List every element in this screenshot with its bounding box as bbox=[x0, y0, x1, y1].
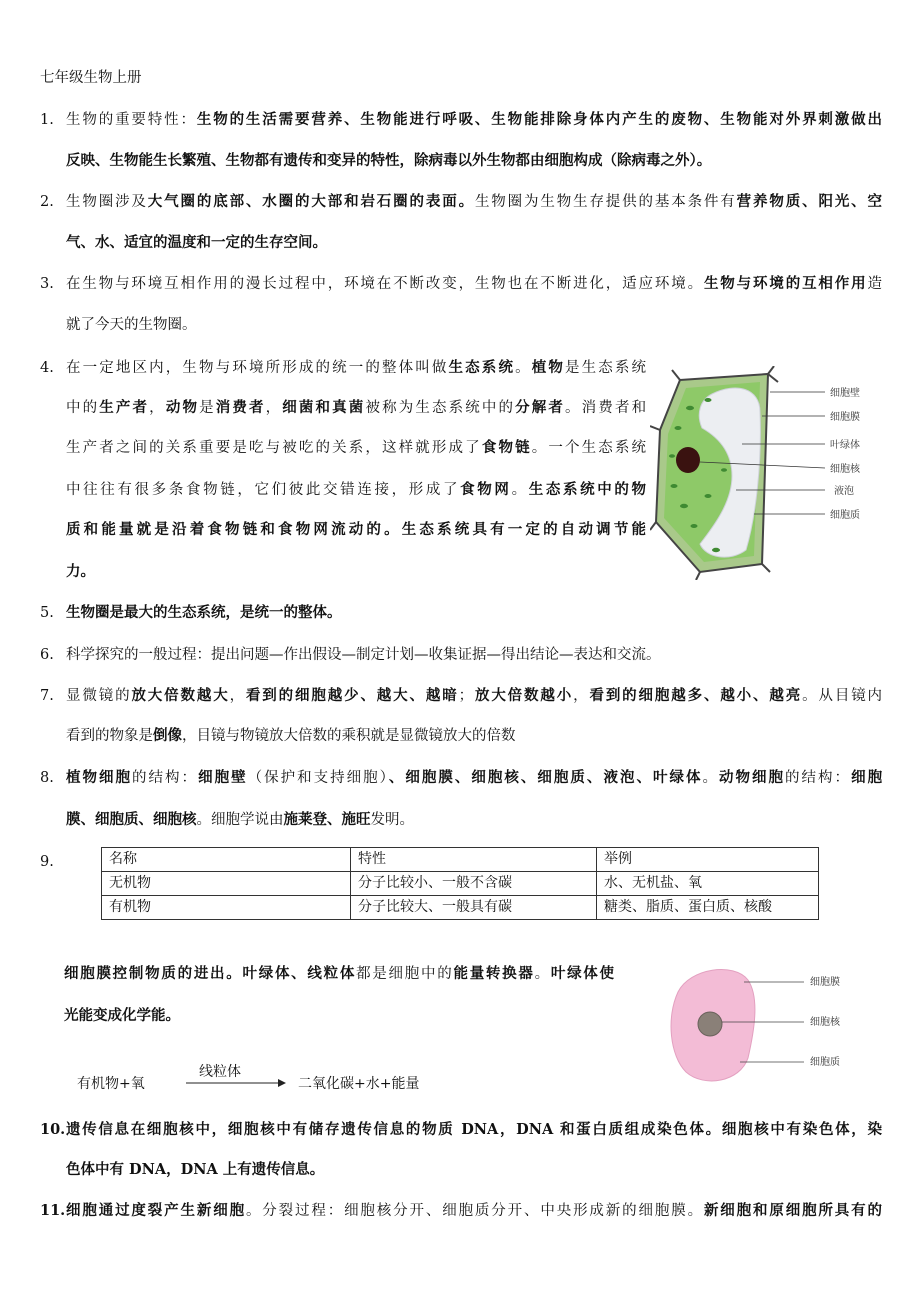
text-line bbox=[66, 358, 646, 378]
text-line bbox=[64, 964, 614, 984]
bold-text: 看到的细胞越少、越大、越暗 bbox=[245, 687, 459, 704]
text-line bbox=[66, 603, 342, 623]
item-number: 1. bbox=[40, 112, 54, 128]
text-line bbox=[66, 192, 882, 212]
bold-text: 消费者 bbox=[215, 399, 266, 416]
text-line bbox=[66, 480, 646, 500]
table-row bbox=[102, 872, 819, 896]
text-line bbox=[66, 520, 646, 540]
plant-label-chloroplast: 叶绿体 bbox=[830, 440, 860, 451]
table-header: 名称 bbox=[102, 848, 351, 872]
bold-text: 生态系统 bbox=[448, 359, 516, 376]
bold-text: 遗传信息在细胞核中，细胞核中有储存遗传信息的物质 DNA，DNA 和蛋白质组成染色体。细胞核中有染色体，染 bbox=[66, 1121, 882, 1138]
table-header-row bbox=[102, 848, 819, 872]
text-segment: 。细胞学说由 bbox=[196, 812, 284, 828]
text-segment: ， bbox=[573, 688, 590, 704]
organic-inorganic-table bbox=[101, 847, 819, 920]
item-number: 6. bbox=[40, 647, 54, 663]
text-line bbox=[66, 1120, 882, 1140]
table-cell: 有机物 bbox=[102, 896, 351, 920]
bold-text: 细菌和真菌 bbox=[282, 399, 366, 416]
text-line bbox=[66, 726, 516, 746]
bold-text: 新细胞和原细胞所具有的 bbox=[703, 1202, 883, 1219]
text-segment: 生物的重要特性： bbox=[66, 112, 197, 128]
animal-label-membrane: 细胞膜 bbox=[810, 977, 840, 988]
bold-text: 细胞 bbox=[851, 769, 883, 786]
text-segment: 是生态系统 bbox=[564, 360, 647, 376]
equation-right: 二氧化碳+水+能量 bbox=[298, 1076, 420, 1092]
bold-text: 生物与环境的互相作用 bbox=[703, 275, 868, 292]
text-line bbox=[66, 151, 711, 171]
plant-label-cell-membrane: 细胞膜 bbox=[830, 412, 860, 423]
bold-text: 倒像 bbox=[153, 727, 182, 744]
text-segment: 。分裂过程：细胞核分开、细胞质分开、中央形成新的细胞膜。 bbox=[245, 1203, 704, 1219]
bold-text: 细胞通过度裂产生新细胞 bbox=[66, 1202, 246, 1219]
table-header: 举例 bbox=[597, 848, 819, 872]
animal-label-nucleus: 细胞核 bbox=[810, 1017, 840, 1028]
bold-text: 生产者 bbox=[99, 399, 150, 416]
bold-text: 分解者 bbox=[515, 399, 566, 416]
text-segment: 。 bbox=[515, 360, 532, 376]
text-segment: 。一个生态系统 bbox=[531, 440, 647, 456]
item-number: 5. bbox=[40, 605, 54, 621]
animal-cell-nucleus bbox=[698, 1012, 722, 1036]
table-cell: 糖类、脂质、蛋白质、核酸 bbox=[597, 896, 819, 920]
text-segment: 的结构： bbox=[132, 770, 199, 786]
equation-over: 线粒体 bbox=[199, 1064, 241, 1080]
bold-text: 细胞壁 bbox=[198, 769, 248, 786]
plant-cell-figure bbox=[650, 366, 890, 580]
plant-cell-nucleus bbox=[676, 447, 700, 473]
text-segment: 中往往有很多条食物链，它们彼此交错连接，形成了 bbox=[66, 482, 461, 498]
text-line bbox=[66, 398, 646, 418]
text-segment: 。 bbox=[534, 966, 551, 982]
text-segment: 都是细胞中的 bbox=[356, 966, 454, 982]
text-segment: 生产者之间的关系重要是吃与被吃的关系，这样就形成了 bbox=[66, 440, 482, 456]
text-segment: 在一定地区内，生物与环境所形成的统一的整体叫做 bbox=[66, 360, 449, 376]
table-cell: 无机物 bbox=[102, 872, 351, 896]
bold-text: 动物 bbox=[165, 399, 200, 416]
bold-text: 力。 bbox=[66, 563, 95, 580]
text-segment: 科学探究的一般过程：提出问题—作出假设—制定计划—收集证据—得出结论—表达和交流。 bbox=[66, 647, 661, 663]
bold-text: 叶绿体使 bbox=[550, 965, 615, 982]
text-line bbox=[66, 562, 95, 582]
item-number: 8. bbox=[40, 770, 54, 786]
plant-label-nucleus: 细胞核 bbox=[830, 464, 860, 475]
text-segment: 在生物与环境互相作用的漫长过程中，环境在不断改变，生物也在不断进化，适应环境。 bbox=[66, 276, 704, 292]
bold-text: 生态系统中的物 bbox=[528, 481, 647, 498]
text-line bbox=[66, 1201, 882, 1221]
equation-arrow bbox=[186, 1078, 286, 1088]
bold-text: 施莱登、施旺 bbox=[283, 811, 371, 828]
text-line bbox=[66, 645, 661, 665]
text-line bbox=[66, 768, 882, 788]
item-number: 3. bbox=[40, 276, 54, 292]
text-segment: 造 bbox=[867, 276, 883, 292]
text-segment: 。消费者和 bbox=[565, 400, 647, 416]
text-segment: （保护和支持细胞） bbox=[247, 770, 389, 786]
text-line bbox=[66, 1160, 324, 1180]
text-line bbox=[66, 315, 197, 335]
bold-text: 气、水、适宜的温度和一定的生存空间。 bbox=[66, 234, 327, 251]
text-segment: 。 bbox=[702, 770, 719, 786]
text-segment: 生物圈为生物生存提供的基本条件有 bbox=[474, 194, 737, 210]
table-cell: 分子比较大、一般具有碳 bbox=[351, 896, 597, 920]
text-segment: 显微镜的 bbox=[66, 688, 132, 704]
bold-text: 色体中有 DNA，DNA 上有遗传信息。 bbox=[66, 1161, 325, 1178]
bold-text: 生物圈是最大的生态系统，是统一的整体。 bbox=[66, 604, 342, 621]
item-number: 4. bbox=[40, 360, 54, 376]
text-segment: ，目镜与物镜放大倍数的乘积就是显微镜放大的倍数 bbox=[182, 728, 516, 744]
text-segment: ， bbox=[265, 400, 283, 416]
item-number: 9. bbox=[40, 854, 54, 870]
bold-text: 反映、生物能生长繁殖、生物都有遗传和变异的特性，除病毒以外生物都由细胞构成（除病毒之外）。 bbox=[66, 152, 712, 169]
bold-text: 大气圈的底部、水圈的大部和岩石圈的表面。 bbox=[147, 193, 475, 210]
text-segment: 。从目镜内 bbox=[802, 688, 883, 704]
text-segment: ， bbox=[149, 400, 166, 416]
item-number: 10. bbox=[40, 1121, 66, 1138]
table-header: 特性 bbox=[351, 848, 597, 872]
bold-text: 食物链 bbox=[481, 439, 532, 456]
bold-text: 动物细胞 bbox=[719, 769, 786, 786]
text-segment: 看到的物象是 bbox=[66, 728, 153, 744]
bold-text: 质和能量就是沿着食物链和食物网流动的。生态系统具有一定的自动调节能 bbox=[66, 521, 646, 538]
text-segment: 被称为生态系统中的 bbox=[365, 400, 516, 416]
page-title: 七年级生物上册 bbox=[40, 70, 142, 86]
bold-text: 光能变成化学能。 bbox=[64, 1007, 180, 1024]
item-number: 2. bbox=[40, 194, 54, 210]
bold-text: 放大倍数越小 bbox=[473, 687, 574, 704]
bold-text: 看到的细胞越多、越小、越亮 bbox=[589, 687, 803, 704]
bold-text: 植物 bbox=[531, 359, 565, 376]
bold-text: 、细胞膜、细胞核、细胞质、液泡、叶绿体 bbox=[388, 769, 703, 786]
table-cell: 水、无机盐、氧 bbox=[597, 872, 819, 896]
bold-text: 膜、细胞质、细胞核 bbox=[66, 811, 197, 828]
text-segment: 的结构： bbox=[785, 770, 852, 786]
text-line bbox=[66, 686, 882, 706]
text-segment: 发明。 bbox=[370, 812, 414, 828]
text-line bbox=[66, 233, 327, 253]
text-segment: ； bbox=[458, 688, 474, 704]
text-segment: 就了今天的生物圈。 bbox=[66, 317, 197, 333]
item-number: 7. bbox=[40, 688, 54, 704]
bold-text: 放大倍数越大 bbox=[131, 687, 230, 704]
text-line bbox=[64, 1006, 180, 1026]
text-segment: 生物圈涉及 bbox=[66, 194, 148, 210]
text-segment: 中的 bbox=[66, 400, 100, 416]
text-line bbox=[66, 438, 646, 458]
item-number: 11. bbox=[40, 1202, 66, 1219]
bold-text: 能量转换器 bbox=[453, 965, 535, 982]
text-segment: 是 bbox=[199, 400, 216, 416]
bold-text: 营养物质、阳光、空 bbox=[736, 193, 883, 210]
bold-text: 植物细胞 bbox=[66, 769, 133, 786]
animal-label-cytoplasm: 细胞质 bbox=[810, 1057, 840, 1068]
text-line bbox=[66, 274, 882, 294]
text-segment: 。 bbox=[511, 482, 529, 498]
table-cell: 分子比较小、一般不含碳 bbox=[351, 872, 597, 896]
text-line bbox=[66, 810, 414, 830]
text-segment: ， bbox=[229, 688, 246, 704]
plant-label-cytoplasm: 细胞质 bbox=[830, 510, 860, 521]
bold-text: 生物的生活需要营养、生物能进行呼吸、生物能排除身体内产生的废物、生物能对外界刺激做出 bbox=[196, 111, 882, 128]
bold-text: 细胞膜控制物质的进出。叶绿体、线粒体 bbox=[64, 965, 357, 982]
table-row bbox=[102, 896, 819, 920]
animal-cell-figure bbox=[664, 962, 864, 1088]
plant-label-cell-wall: 细胞壁 bbox=[830, 388, 860, 399]
plant-label-vacuole: 液泡 bbox=[834, 486, 854, 497]
text-line bbox=[66, 110, 882, 130]
equation-left: 有机物+氧 bbox=[77, 1076, 145, 1092]
bold-text: 食物网 bbox=[460, 481, 512, 498]
